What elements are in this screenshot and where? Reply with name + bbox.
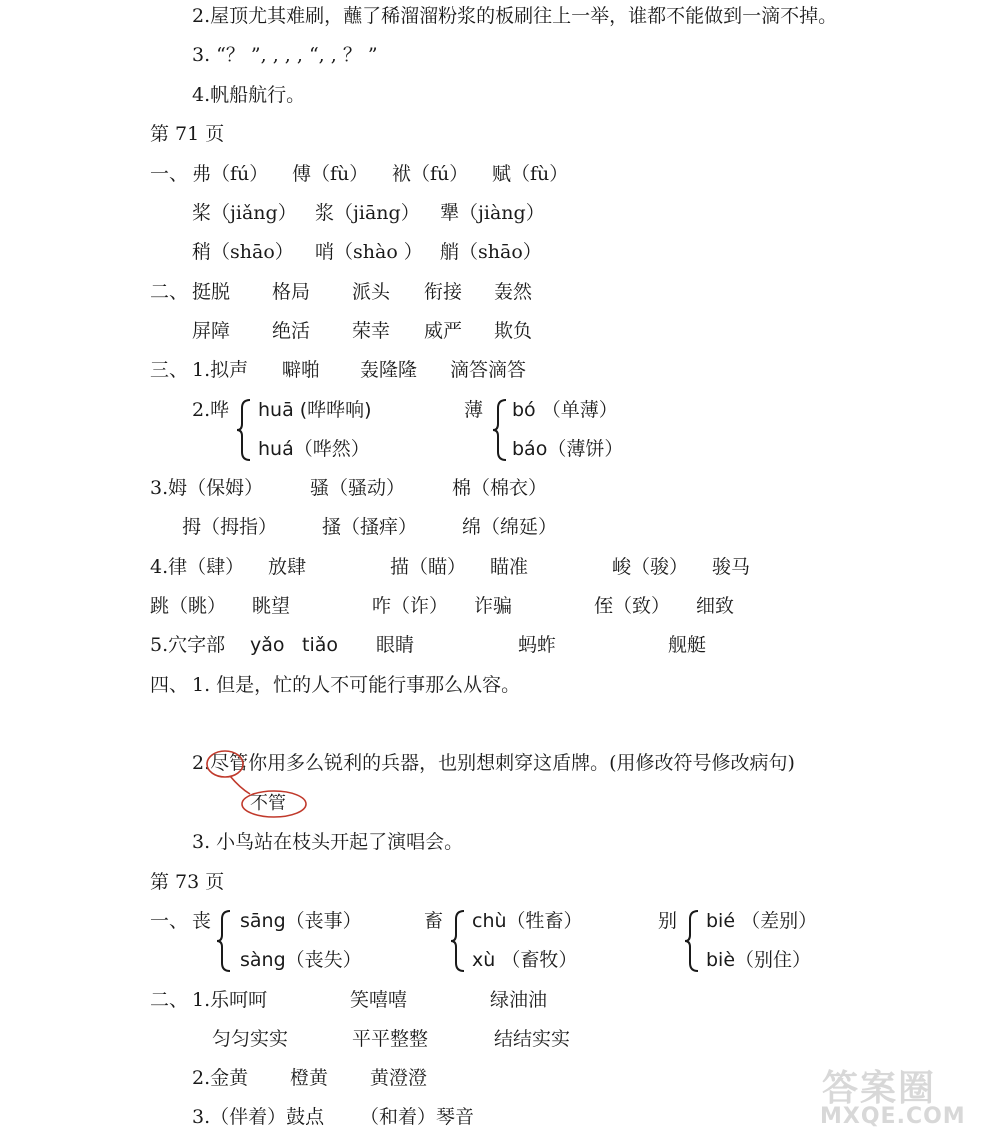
section-number: 四、 [150,674,189,696]
word-item: 3.姆（保姆） [150,477,264,499]
word-item: 侄（致） [594,595,671,617]
word-item: 橙黄 [290,1067,329,1089]
brace [684,909,698,973]
word-item: 诈骗 [474,595,513,617]
brace [236,398,250,462]
pinyin-reading: yǎo [250,634,285,656]
word-item: 派头 [352,281,391,303]
pinyin-item: 赋（fù） [492,163,569,185]
word-item: 拇（拇指） [182,516,278,538]
polyphone-char: 别 [658,910,678,932]
pinyin-item: 哨（shào ） [315,241,423,263]
brace [450,909,464,973]
word-item: 轰然 [494,281,533,303]
pinyin-reading: bié （差别） [706,910,818,932]
pinyin-reading: chù（牲畜） [472,910,583,932]
polyphone-char: 丧 [192,910,212,932]
brace [492,398,506,462]
word-item: 5.穴字部 [150,634,226,656]
answer-line: 3. 小鸟站在枝头开起了演唱会。 [192,831,464,853]
word-item: 噼啪 [282,359,321,381]
word-item: 细致 [696,595,735,617]
word-item: 眺望 [252,595,291,617]
word-item: 蚂蚱 [518,634,557,656]
word-item: 描（瞄） [390,556,467,578]
pinyin-reading: huā (哗哗响) [258,399,372,421]
word-item: 骏马 [712,556,751,578]
word-item: 绝活 [272,320,311,342]
word-item: 棉（棉衣） [452,477,548,499]
answer-line: 3. “？ ”, , , , “, , ？ ” [192,44,378,66]
page-heading: 第 73 页 [150,871,225,893]
pinyin-reading: sāng（丧事） [240,910,362,932]
word-item: 瞄准 [490,556,529,578]
section-number: 二、 [150,281,189,303]
brace [216,909,230,973]
polyphone-char: 畜 [424,910,444,932]
pinyin-item: 傅（fù） [292,163,369,185]
word-item: 轰隆隆 [360,359,418,381]
word-item: 眼睛 [376,634,415,656]
pinyin-reading: huá（哗然） [258,438,370,460]
answer-line: 2.屋顶尤其难刷，蘸了稀溜溜粉浆的板刷往上一举，谁都不能做到一滴不掉。 [192,5,838,27]
pinyin-item: 稍（shāo） [192,241,294,263]
answer-line: 4.帆船航行。 [192,84,306,106]
answer-line: 1. 但是，忙的人不可能行事那么从容。 [192,674,521,696]
section-number: 一、 [150,910,189,932]
word-item: 峻（骏） [612,556,689,578]
word-item: 笑嘻嘻 [350,989,408,1011]
polyphone-char: 薄 [464,399,484,421]
section-number: 二、 [150,989,189,1011]
watermark-url: MXQE.COM [820,1104,966,1129]
polyphone-char: 2.哗 [192,399,230,421]
pinyin-item: 犟（jiàng） [440,202,545,224]
word-item: 绿油油 [490,989,548,1011]
word-item: 1.乐呵呵 [192,989,268,1011]
pinyin-item: 浆（jiāng） [315,202,420,224]
pinyin-item: 袱（fú） [392,163,469,185]
word-item: 屏障 [192,320,231,342]
word-item: 搔（搔痒） [322,516,418,538]
word-item: （和着）琴音 [360,1106,475,1128]
pinyin-reading: biè（别住） [706,949,812,971]
pinyin-reading: tiǎo [302,634,338,656]
word-item: 荣幸 [352,320,391,342]
word-item: 滴答滴答 [450,359,527,381]
word-item: 3.（伴着）鼓点 [192,1106,325,1128]
word-item: 4.律（肆） [150,556,245,578]
word-item: 绵（绵延） [462,516,558,538]
word-item: 跳（眺） [150,595,227,617]
page-heading: 第 71 页 [150,123,225,145]
word-item: 威严 [424,320,463,342]
section-number: 一、 [150,163,189,185]
pinyin-reading: bó （单薄） [512,399,618,421]
word-item: 2.金黄 [192,1067,249,1089]
word-item: 骚（骚动） [310,477,406,499]
word-item: 放肆 [268,556,307,578]
word-item: 匀匀实实 [212,1028,289,1050]
pinyin-reading: sàng（丧失） [240,949,362,971]
word-item: 舰艇 [668,634,707,656]
answer-line: 2.尽管你用多么锐利的兵器，也别想刺穿这盾牌。(用修改符号修改病句) [192,752,795,774]
word-item: 咋（诈） [372,595,449,617]
word-item: 1.拟声 [192,359,249,381]
word-item: 平平整整 [352,1028,429,1050]
word-item: 结结实实 [494,1028,571,1050]
pinyin-item: 弗（fú） [192,163,269,185]
pinyin-item: 艄（shāo） [440,241,542,263]
word-item: 黄澄澄 [370,1067,428,1089]
word-item: 衔接 [424,281,463,303]
correction-text: 不管 [250,793,286,814]
word-item: 挺脱 [192,281,231,303]
section-number: 三、 [150,359,189,381]
pinyin-reading: xù （畜牧） [472,949,578,971]
pinyin-item: 桨（jiǎng） [192,202,297,224]
word-item: 欺负 [494,320,533,342]
word-item: 格局 [272,281,311,303]
pinyin-reading: báo（薄饼） [512,438,624,460]
watermark-logo: 答案圈 [822,1068,937,1109]
